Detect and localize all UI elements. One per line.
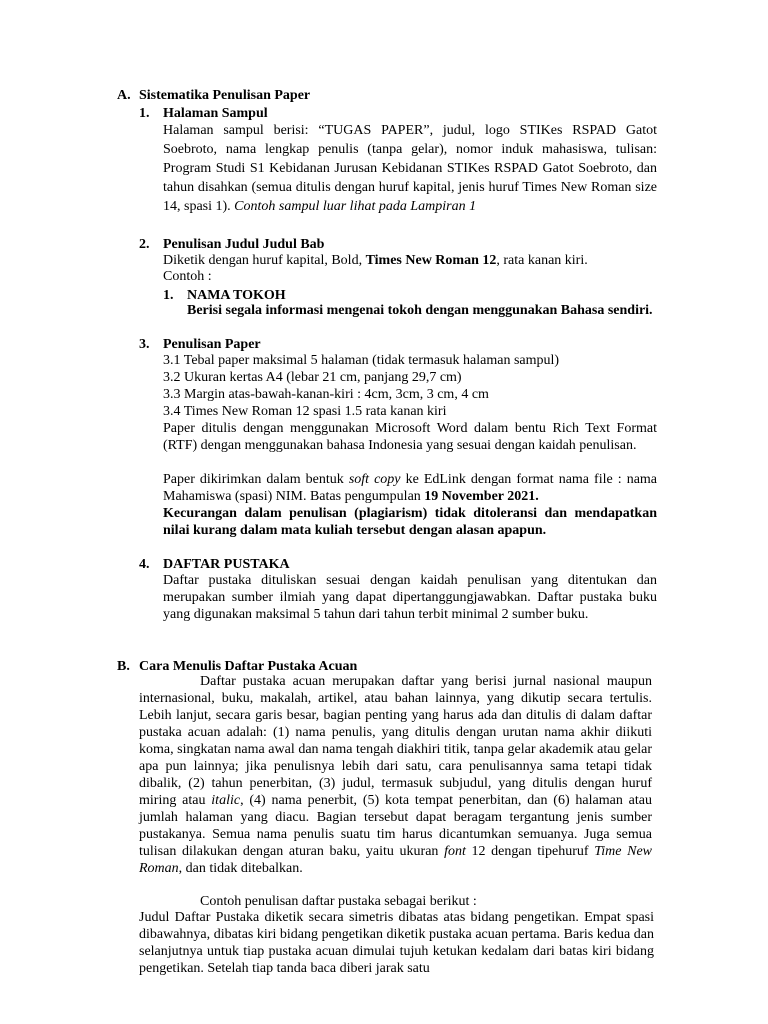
section-b-italic-2: font <box>444 844 466 859</box>
item-3-number: 3. <box>139 337 150 352</box>
item-1-italic-note: Contoh sampul luar lihat pada Lampiran 1 <box>234 199 477 214</box>
sub-item-body: Berisi segala informasi mengenai tokoh dengan menggunakan Bahasa sendiri. <box>187 303 653 318</box>
section-b-italic-1: italic <box>211 793 241 808</box>
item-3-line-2: 3.2 Ukuran kertas A4 (lebar 21 cm, panjang 29,7 cm) <box>163 370 462 385</box>
sub-item-title: NAMA TOKOH <box>187 288 286 303</box>
section-b-title: Cara Menulis Daftar Pustaka Acuan <box>139 659 358 674</box>
item-3-line-4: 3.4 Times New Roman 12 spasi 1.5 rata kanan kiri <box>163 404 447 419</box>
section-b-para-1-d: , dan tidak ditebalkan. <box>178 861 303 876</box>
sub-item-number: 1. <box>163 288 174 303</box>
item-3-plagiarism-warning: Kecurangan dalam penulisan (plagiarism) tidak ditoleransi dan mendapatkan nilai kurang dalam mata kuliah tersebut dengan alasan apapun. <box>163 506 657 538</box>
section-b-para-1-b: , (4) nama penerbit, (5) kota tempat penerbitan, dan (6) halaman atau jumlah halaman yang diacu. Bagian tersebut dapat beragam tergantung jenis sumber pustakanya. Semua nama penulis suatu tim harus dicantumkan semuanya. Juga semua tulisan dilakukan dengan aturan baku, yaitu ukuran <box>139 793 652 859</box>
section-b-para-3: Judul Daftar Pustaka diketik secara simetris dibatas atas bidang pengetikan. Empat spasi dibawahnya, dibatas kiri bidang pengetikan diketik pustaka acuan pertama. Baris kedua dan selanjutnya untuk tiap pustaka acuan dimulai tujuh ketukan kedalam dari batas kiri bidang pengetikan. Setelah tiap tanda baca diberi jarak satu <box>139 910 654 976</box>
section-b-para-2: Contoh penulisan daftar pustaka sebagai berikut : <box>200 894 477 909</box>
section-b-italic-3: Time New Roman <box>139 844 653 876</box>
item-4-body: Daftar pustaka dituliskan sesuai dengan kaidah penulisan yang ditentukan dan merupakan sumber ilmiah yang dapat dipertanggungjawabkan. Daftar pustaka buku yang digunakan maksimal 5 tahun dari tahun terbit minimal 2 sumber buku. <box>163 573 657 622</box>
item-3-para-2-italic: soft copy <box>348 472 401 487</box>
section-b-marker: B. <box>117 659 130 674</box>
item-3-para-2 <box>163 471 657 505</box>
section-b-para-1-c: 12 dengan tipehuruf <box>471 844 589 859</box>
item-3-para-2-b: ke EdLink dengan format nama file : nama Mahamiswa (spasi) NIM. Batas pengumpulan <box>163 472 658 504</box>
item-2-line-a: Diketik dengan huruf kapital, Bold, <box>163 253 363 268</box>
item-2-line-b: , rata kanan kiri. <box>496 253 588 268</box>
item-2-contoh: Contoh : <box>163 269 212 284</box>
item-3-deadline: 19 November 2021. <box>424 489 539 504</box>
item-2-line <box>163 252 657 269</box>
item-1-text: Halaman sampul berisi: “TUGAS PAPER”, judul, logo STIKes RSPAD Gatot Soebroto, nama lengkap penulis (tanpa gelar), nomor induk mahasiswa, tulisan: Program Studi S1 Kebidanan Jurusan Kebidanan STIKes RSPAD Gatot Soebroto, dan tahun disahkan (semua ditulis dengan huruf kapital, jenis huruf Times New Roman size 14, spasi 1). <box>163 123 657 214</box>
section-a-marker: A. <box>117 88 131 103</box>
section-b-para-1-a: Daftar pustaka acuan merupakan daftar yang berisi jurnal nasional maupun internasional, buku, makalah, artikel, atau bahan lainnya, yang dikutip secara tertulis. Lebih lanjut, secara garis besar, bagian penting yang harus ada dan ditulis di dalam daftar pustaka acuan adalah: (1) nama penulis, yang ditulis dengan urutan nama akhir diikuti koma, singkatan nama awal dan nama tengah diakhiri titik, tanpa gelar akademik atau gelar apa pun lainnya; jika penulisnya lebih dari satu, cara penulisannya sama tetapi tidak dibalik, (2) tahun penerbitan, (3) judul, termasuk subjudul, yang ditulis dengan huruf miring atau <box>139 674 652 808</box>
item-2-line-bold: Times New Roman 12 <box>365 253 497 268</box>
section-b-para-1 <box>139 673 652 877</box>
item-3-para-1: Paper ditulis dengan menggunakan Microsoft Word dalam bentu Rich Text Format (RTF) dengan menggunakan bahasa Indonesia yang sesuai dengan kaidah penulisan. <box>163 421 657 453</box>
item-2-number: 2. <box>139 237 150 252</box>
item-3-para-2-a: Paper dikirimkan dalam bentuk <box>163 472 344 487</box>
item-1-number: 1. <box>139 106 150 121</box>
item-1-heading: Halaman Sampul <box>163 106 268 121</box>
item-4-number: 4. <box>139 557 150 572</box>
section-a-title: Sistematika Penulisan Paper <box>139 88 311 103</box>
item-2-heading: Penulisan Judul Judul Bab <box>163 237 325 252</box>
item-1-body <box>163 121 657 216</box>
item-3-line-1: 3.1 Tebal paper maksimal 5 halaman (tidak termasuk halaman sampul) <box>163 353 560 368</box>
item-4-heading: DAFTAR PUSTAKA <box>163 557 290 572</box>
item-3-heading: Penulisan Paper <box>163 337 261 352</box>
item-3-line-3: 3.3 Margin atas-bawah-kanan-kiri : 4cm, 3cm, 3 cm, 4 cm <box>163 387 489 402</box>
